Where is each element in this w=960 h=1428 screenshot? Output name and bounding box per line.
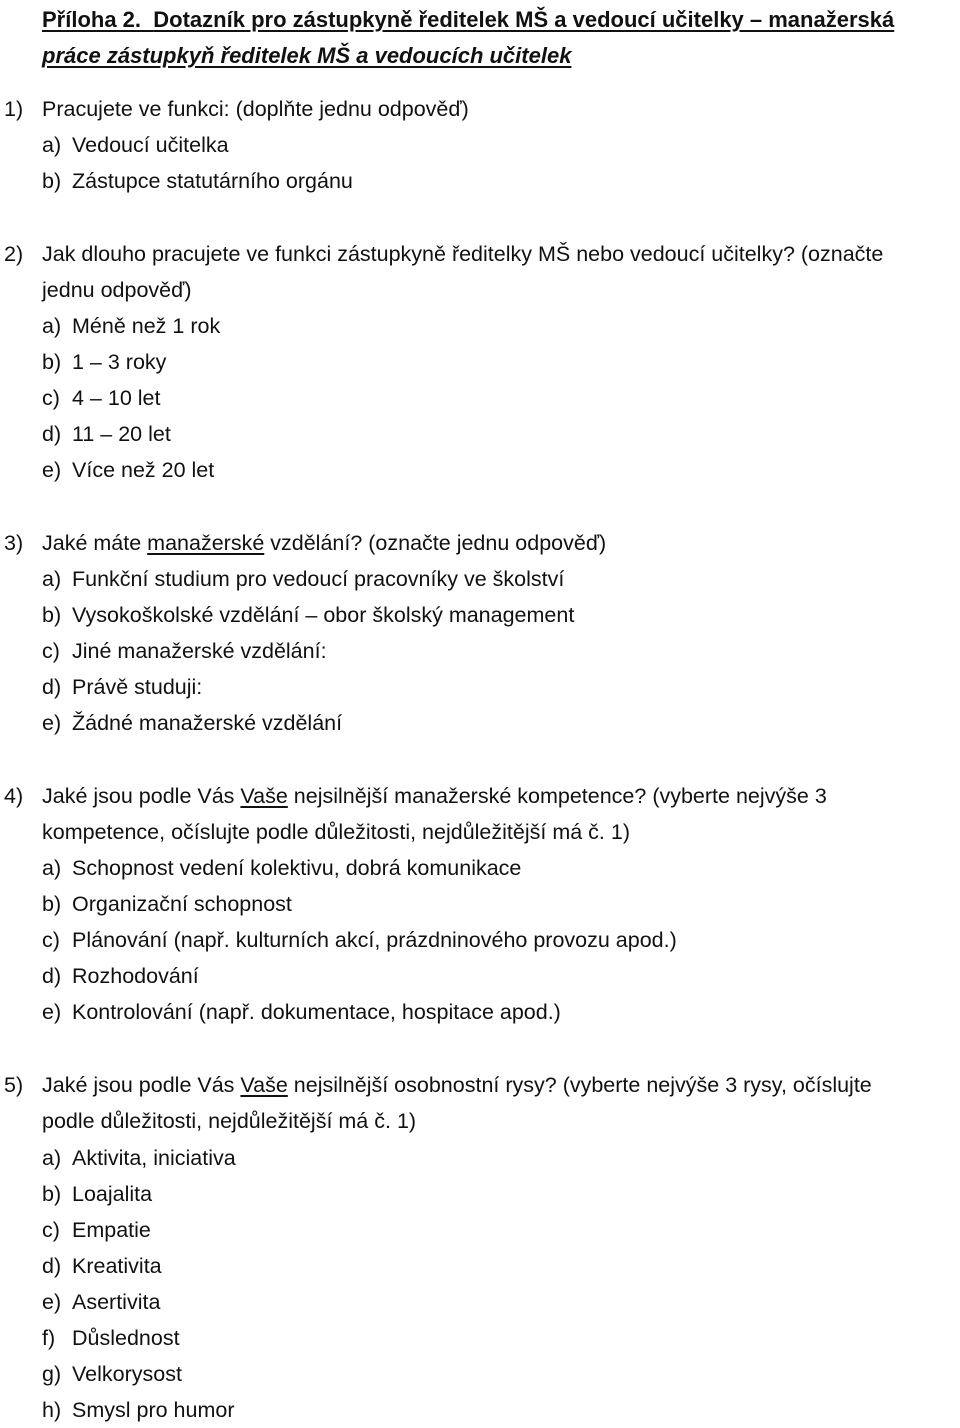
title-line-1-text: Dotazník pro zástupkyně ředitelek MŠ a vedoucí učitelky – manažerská	[153, 7, 895, 32]
option: c) Plánování (např. kulturních akcí, prázdninového provozu apod.)	[42, 928, 677, 952]
question-text-cont: kompetence, očíslujte podle důležitosti, nejdůležitější má č. 1)	[42, 820, 630, 844]
question-text: Jaké máte manažerské vzdělání? (označte jednu odpověď)	[42, 531, 607, 555]
question-number: 3)	[4, 531, 24, 555]
question-text: Jaké jsou podle Vás Vaše nejsilnější manažerské kompetence? (vyberte nejvýše 3	[42, 784, 827, 808]
question-number: 2)	[4, 242, 24, 266]
option: a) Vedoucí učitelka	[42, 133, 229, 157]
question-text: Jak dlouho pracujete ve funkci zástupkyně ředitelky MŠ nebo vedoucí učitelky? (označte	[42, 242, 884, 266]
option: b) Loajalita	[42, 1182, 153, 1206]
question-number: 4)	[4, 784, 24, 808]
option: d) 11 – 20 let	[42, 422, 171, 446]
option: e) Více než 20 let	[42, 458, 215, 482]
question-number: 5)	[4, 1073, 24, 1097]
option: g) Velkorysost	[42, 1362, 182, 1386]
question-text: Jaké jsou podle Vás Vaše nejsilnější osobnostní rysy? (vyberte nejvýše 3 rysy, očíslujte	[42, 1073, 872, 1097]
question-number: 1)	[4, 97, 24, 121]
option: a) Schopnost vedení kolektivu, dobrá komunikace	[42, 856, 522, 880]
option: e) Kontrolování (např. dokumentace, hospitace apod.)	[42, 1000, 561, 1024]
option: b) 1 – 3 roky	[42, 350, 167, 374]
option: a) Funkční studium pro vedoucí pracovníky ve školství	[42, 567, 565, 591]
question-text-cont: podle důležitosti, nejdůležitější má č. 1)	[42, 1109, 417, 1133]
option: a) Aktivita, iniciativa	[42, 1146, 236, 1170]
option: e) Žádné manažerské vzdělání	[42, 711, 343, 735]
question-text: Pracujete ve funkci: (doplňte jednu odpověď)	[42, 97, 469, 121]
option: c) 4 – 10 let	[42, 386, 161, 410]
option: f) Důslednost	[42, 1326, 180, 1350]
title-line-1	[42, 2, 942, 38]
option: d) Kreativita	[42, 1254, 162, 1278]
question-text-cont: jednu odpověď)	[42, 278, 192, 302]
option: h) Smysl pro humor	[42, 1398, 235, 1422]
title-line-2: práce zástupkyň ředitelek MŠ a vedoucích učitelek	[42, 43, 572, 68]
option: b) Organizační schopnost	[42, 892, 292, 916]
option: b) Zástupce statutárního orgánu	[42, 169, 353, 193]
option: b) Vysokoškolské vzdělání – obor školský management	[42, 603, 575, 627]
option: c) Jiné manažerské vzdělání:	[42, 639, 327, 663]
option: a) Méně než 1 rok	[42, 314, 221, 338]
option: e) Asertivita	[42, 1290, 161, 1314]
option: c) Empatie	[42, 1218, 151, 1242]
option: d) Právě studuji:	[42, 675, 203, 699]
option: d) Rozhodování	[42, 964, 199, 988]
title-prefix: Příloha 2.	[42, 7, 142, 32]
document-title	[42, 2, 942, 74]
